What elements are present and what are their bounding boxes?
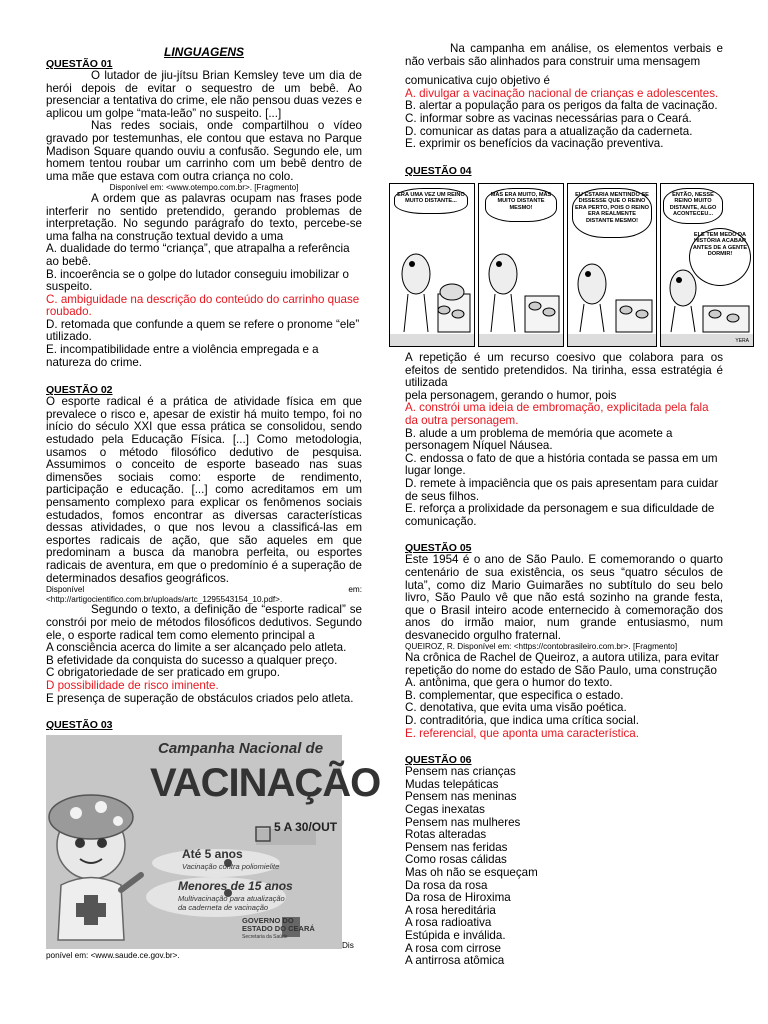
q2-source-b: em: [348,585,362,595]
q5-stem: Na crônica de Rachel de Queiroz, a autora utiliza, para evitar repetição do nome do estado de São Paulo, uma construção [405,651,719,677]
q1-option-c: C. ambiguidade na descrição do conteúdo do carrinho quase roubado. [46,292,360,319]
q1-option-a: A. dualidade do termo “criança”, que atrapalha a referência ao bebê. [46,242,350,268]
comic-art-1 [390,184,474,346]
poster-b2-sub2: da caderneta de vacinação [178,903,269,912]
poster-b2-title: Menores de 15 anos [178,879,293,893]
comic-panel-1 [389,183,475,347]
q3-source-dis: Dis [342,941,354,950]
poem-line: Mas oh não se esqueçam [405,865,538,879]
q2-stem: Segundo o texto, a definição de “esporte radical” se constrói por meio de métodos filosóficos dedutivos. Segundo ele, o esporte radical tem como elemento principal a [46,603,362,642]
poem-line: Pensem nas mulheres [405,815,521,829]
poem-line: Como rosas cálidas [405,853,507,867]
q3-header: QUESTÃO 03 [46,719,113,732]
comic-bubble-4: ENTÃO, NESSE REINO MUITO DISTANTE, ALGO ACONTECEU... [663,188,723,224]
q2-source-line [46,585,362,595]
poem-line: Mudas telepáticas [405,777,499,791]
q4-option-c: C. endossa o fato de que a história contada se passa em um lugar longe. [405,451,718,478]
comic-bubble-2: MAS ERA MUITO, MAS MUITO DISTANTE MESMO! [485,188,557,222]
poem-line: Da rosa de Hiroxima [405,891,511,905]
poster-line1: Campanha Nacional de [158,740,324,757]
poster-dates: 5 A 30/OUT [274,820,338,834]
q3-source: ponível em: <www.saude.ce.gov.br>. [46,951,180,960]
poem-line: Pensem nas meninas [405,790,517,804]
q2-option-e: E presença de superação de obstáculos criados pelo atleta. [46,691,354,705]
q3-option-b: B. alertar a população para os perigos da falta de vacinação. [405,99,718,113]
comic-signature: YERA [735,338,749,344]
q2-source-url: <http://artigocientifico.com.br/uploads/artc_1295543154_10.pdf>. [46,594,283,604]
poem-line: A rosa com cirrose [405,941,501,955]
comic-panel-4 [660,183,754,347]
q4-stem: pela personagem, gerando o humor, pois [405,388,617,402]
q5-option-a: A. antônima, que gera o humor do texto. [405,676,613,690]
q1-stem: A ordem que as palavras ocupam nas frases pode interferir no sentido pretendido, gerando problemas de interpretação. No segundo parágrafo do texto, percebe-se uma falha na construção textual devido a uma [46,191,362,243]
q3-option-d: D. comunicar as datas para a atualização da caderneta. [405,124,693,138]
q6-poem [405,766,723,968]
poem-line: Estúpida e inválida. [405,928,506,942]
q6-header: QUESTÃO 06 [405,754,472,767]
q5-option-c: C. denotativa, que evita uma visão poética. [405,701,627,715]
comic-bubble-5: ELE TEM MEDO DA HISTÓRIA ACABAR ANTES DE A GENTE DORMIR! [689,228,751,286]
q5-text: Este 1954 é o ano de São Paulo. E comemorando o quarto centenário de sua existência, os seus “quatro séculos de luta”, como diz Mario Guimarães no subtítulo do seu belo livro, São Paulo vê que não está sozinho na grande festa, que o Brasil inteiro acode enternecido à comemoração dos anos do irmão maior, num grande entusiasmo, num desvanecido orgulho fraternal. [405,553,723,642]
poster-b2-sub1: Multivacinação para atualização [178,894,285,903]
comic-strip [389,183,753,347]
q3-option-e: E. exprimir os benefícios da vacinação preventiva. [405,137,664,151]
page-title: LINGUAGENS [163,45,244,59]
poem-line: Rotas alteradas [405,828,487,842]
q2-option-d: D possibilidade de risco iminente. [46,678,219,692]
q2-option-c: C obrigatoriedade de ser praticado em grupo. [46,666,280,680]
q4-text: A repetição é um recurso coesivo que colabora para os efeitos de sentido pretendidos. Na tirinha, essa estratégia é utilizada [405,351,723,390]
q4-option-e: E. reforça a prolixidade da personagem e sua dificuldade de comunicação. [405,502,715,528]
comic-bubble-1: ERA UMA VEZ UM REINO MUITO DISTANTE... [394,188,468,214]
q5-source: QUEIROZ, R. Disponível em: <https://contobrasileiro.com.br>. [Fragmento] [405,642,678,652]
q1-option-e: E. incompatibilidade entre a violência empregada e a natureza do crime. [46,343,319,369]
q1-paragraph-1: O lutador de jiu-jítsu Brian Kemsley teve um dia de herói depois de evitar o sequestro de um bebê. Ao presenciar a tentativa do crime, ele não pensou duas vezes e aplicou um golpe “mata-leão” no suspeito. [...] [46,69,362,120]
poster-gov-1: GOVERNO DO [242,916,294,925]
q4-header: QUESTÃO 04 [405,164,472,177]
poster-gov-2: ESTADO DO CEARÁ [242,924,315,933]
poem-line: Cegas inexatas [405,803,485,816]
q3-option-a: A. divulgar a vacinação nacional de crianças e adolescentes. [405,86,719,100]
poem-line: Pensem nas crianças [405,765,516,779]
poster-gov [242,917,315,941]
q2-option-a: A consciência acerca do limite a ser alcançado pelo atleta. [46,641,347,655]
poem-line: Pensem nas feridas [405,840,508,854]
q1-header: QUESTÃO 01 [46,58,113,70]
comic-bubble-3: EU ESTARIA MENTINDO SE DISSESSE QUE O REINO ERA PERTO, POIS O REINO ERA REALMENTE DISTANTE MESMO! [572,188,652,238]
poster-gov-3: Secretaria da Saúde [242,934,288,940]
comic-panel-2 [478,183,564,347]
poem-line: A rosa radioativa [405,916,492,930]
q2-option-b: B efetividade da conquista do sucesso a qualquer preço. [46,653,338,667]
q5-option-b: B. complementar, que especifica o estado. [405,688,624,702]
poem-line: A rosa hereditária [405,903,496,917]
comic-panel-3 [567,183,657,347]
q4-option-a: A. constrói uma ideia de embromação, explicitada pela fala da outra personagem. [405,401,709,427]
q5-header: QUESTÃO 05 [405,542,472,555]
q4-option-b: B. alude a um problema de memória que acomete a personagem Níquel Náusea. [405,426,673,453]
q1-option-b: B. incoerência se o golpe do lutador conseguiu imobilizar o suspeito. [46,267,349,294]
poster-b1-sub: Vacinação contra poliomielite [182,862,280,871]
poem-line: Da rosa da rosa [405,878,488,892]
q2-header: QUESTÃO 02 [46,384,113,397]
q4-option-d: D. remete à impaciência que os pais apresentam para cuidar de seus filhos. [405,476,719,503]
right-column-lower [405,352,723,968]
q1-paragraph-2: Nas redes sociais, onde compartilhou o vídeo gravado por testemunhas, ele contou que estava no Parque Madison Square quando ouviu a confusão. Segundo ele, um homem tentou roubar um carrinho com um bebê dentro de uma mãe que estava com outra criança no colo. [46,119,362,183]
poem-line: A antirrosa atômica [405,954,505,968]
q1-source: Disponível em: <www.otempo.com.br>. [Fragmento] [109,183,299,193]
poster-line2: VACINAÇÃO [150,761,381,805]
q5-option-e: E. referencial, que aponta uma característica. [405,726,639,740]
q2-source-a: Disponível [46,585,85,595]
q1-option-d: D. retomada que confunde a quem se refere o pronome “ele” utilizado. [46,317,360,344]
q5-option-d: D. contraditória, que indica uma crítica social. [405,714,639,728]
q3-option-c: C. informar sobre as vacinas necessárias para o Ceará. [405,111,692,125]
q3-stem: comunicativa cujo objetivo é [405,74,551,88]
poster-b1-title: Até 5 anos [182,847,243,861]
q3-intro: Na campanha em análise, os elementos verbais e não verbais são alinhados para construir uma mensagem [405,42,723,68]
q2-text: O esporte radical é a prática de atividade física em que prevalece o risco e, apesar de existir há muito tempo, foi no início do século XXI que essa prática se consolidou, sendo estudado pela Educação Física. [...] Como metodologia, usamos o método filosófico dedutivo de pesquisa. Assumimos o conceito de esporte baseado nas suas dimensões sociais como: esporte de rendimento, participação e educação. [...] como acreditamos em um pensamento complexo para explicar os fenômenos sociais estudados, fomos encontrar as diversas características dessas atividades, o que nos levou a classificá-las em esportes radicais de ação, que são aqueles em que predominam a busca da manobra perfeita, ou esportes radicais de aventura, em que o predomínio é a superação de determinados desafios geográficos. [46,395,362,585]
